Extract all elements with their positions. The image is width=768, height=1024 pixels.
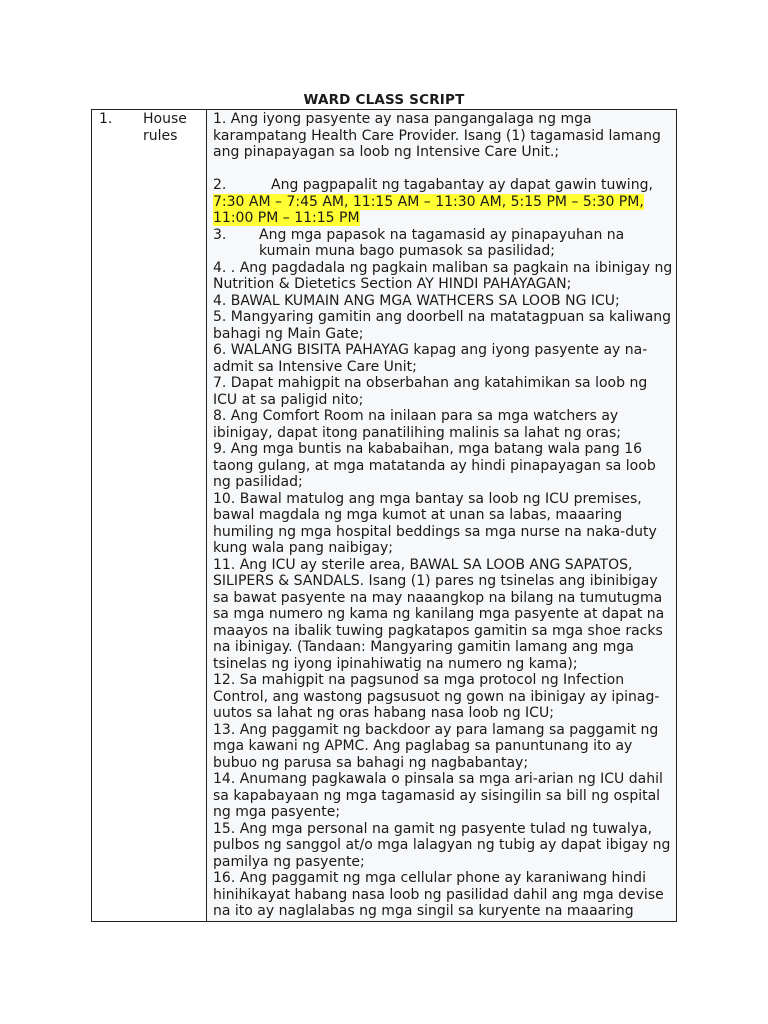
rule-3-number: 3. xyxy=(213,226,227,243)
rule-2-highlighted-times: 7:30 AM – 7:45 AM, 11:15 AM – 11:30 AM, 5:15 PM – 5:30 PM, 11:00 PM – 11:15 PM xyxy=(213,193,644,226)
rule-12: 12. Sa mahigpit na pagsunod sa mga protocol ng Infection Control, ang wastong pagsusuot ng gown na ibinigay ay ipinag-uutos sa lahat ng oras habang nasa loob ng ICU; xyxy=(213,672,660,721)
rule-7: 7. Dapat mahigpit na obserbahan ang katahimikan sa loob ng ICU at sa paligid nito; xyxy=(213,375,648,408)
rule-1: 1. Ang iyong pasyente ay nasa pangangalaga ng mga karampatang Health Care Provider. Isang (1) tagamasid lamang ang pinapayagan sa loob ng Intensive Care Unit.; xyxy=(213,111,661,160)
rule-13: 13. Ang paggamit ng backdoor ay para lamang sa paggamit ng mga kawani ng APMC. Ang paglabag sa panuntunang ito ay bubuo ng parusa sa bahagi ng nagbabantay; xyxy=(213,721,659,771)
rule-8: 8. Ang Comfort Room na inilaan para sa mga watchers ay ibinigay, dapat itong panatilihing malinis sa lahat ng oras; xyxy=(213,408,621,441)
rule-2 xyxy=(213,177,673,227)
row-label: House rules xyxy=(143,111,187,144)
blank-line xyxy=(213,161,673,178)
rule-4a: 4. . Ang pagdadala ng pagkain maliban sa pagkain na ibinigay ng Nutrition & Dietetics Section AY HINDI PAHAYAGAN; xyxy=(213,259,673,292)
rule-2-number: 2. xyxy=(213,177,227,193)
rule-15: 15. Ang mga personal na gamit ng pasyente tulad ng tuwalya, pulbos ng sanggol at/o mga lalagyan ng tubig ay dapat ibigay ng pamilya ng pasyente; xyxy=(213,820,671,870)
rule-11: 11. Ang ICU ay sterile area, BAWAL SA LOOB ANG SAPATOS, SILIPERS & SANDALS. Isang (1) pares ng tsinelas ang ibinibigay sa bawat pasyente na may naaangkop na bilang na tumutugma sa mga numero ng kama ng kanilang mga pasyente at dapat na maayos na ibalik tuwing pagkatapos gamitin sa mga shoe racks na ibinigay. (Tandaan: Mangyaring gamitin lamang ang mga tsinelas ng iyong ipinahiwatig na numero ng kama); xyxy=(213,556,665,672)
row-number: 1. xyxy=(99,111,113,127)
rules-table xyxy=(91,109,677,922)
rule-3 xyxy=(213,227,673,260)
document-title: WARD CLASS SCRIPT xyxy=(303,92,465,108)
rule-6: 6. WALANG BISITA PAHAYAG kapag ang iyong pasyente ay na-admit sa Intensive Care Unit; xyxy=(213,342,648,375)
rule-2-text: Ang pagpapalit ng tagabantay ay dapat gawin tuwing, xyxy=(271,177,653,193)
rule-10: 10. Bawal matulog ang mga bantay sa loob ng ICU premises, bawal magdala ng mga kumot at unan sa labas, maaaring humiling ng mga hospital beddings sa mga nurse na naka-duty kung wala pang naibigay; xyxy=(213,490,657,556)
rule-16: 16. Ang paggamit ng mga cellular phone ay karaniwang hindi hinihikayat habang nasa loob ng pasilidad dahil ang mga devise na ito ay naglalabas ng mga singil sa kuryente na maaaring xyxy=(213,870,664,919)
rules-content xyxy=(207,110,676,921)
rule-3-text: Ang mga papasok na tagamasid ay pinapayuhan na kumain muna bago pumasok sa pasilidad; xyxy=(259,226,625,259)
rule-4b: 4. BAWAL KUMAIN ANG MGA WATHCERS SA LOOB NG ICU; xyxy=(213,292,620,309)
rule-14: 14. Anumang pagkawala o pinsala sa mga ari-arian ng ICU dahil sa kapabayaan ng mga tagamasid ay sisingilin sa bill ng ospital ng mga pasyente; xyxy=(213,771,663,820)
rule-5: 5. Mangyaring gamitin ang doorbell na matatagpuan sa kaliwang bahagi ng Main Gate; xyxy=(213,309,672,342)
rule-9: 9. Ang mga buntis na kababaihan, mga batang wala pang 16 taong gulang, at mga matatanda ay hindi pinapayagan sa loob ng pasilidad; xyxy=(213,441,656,490)
